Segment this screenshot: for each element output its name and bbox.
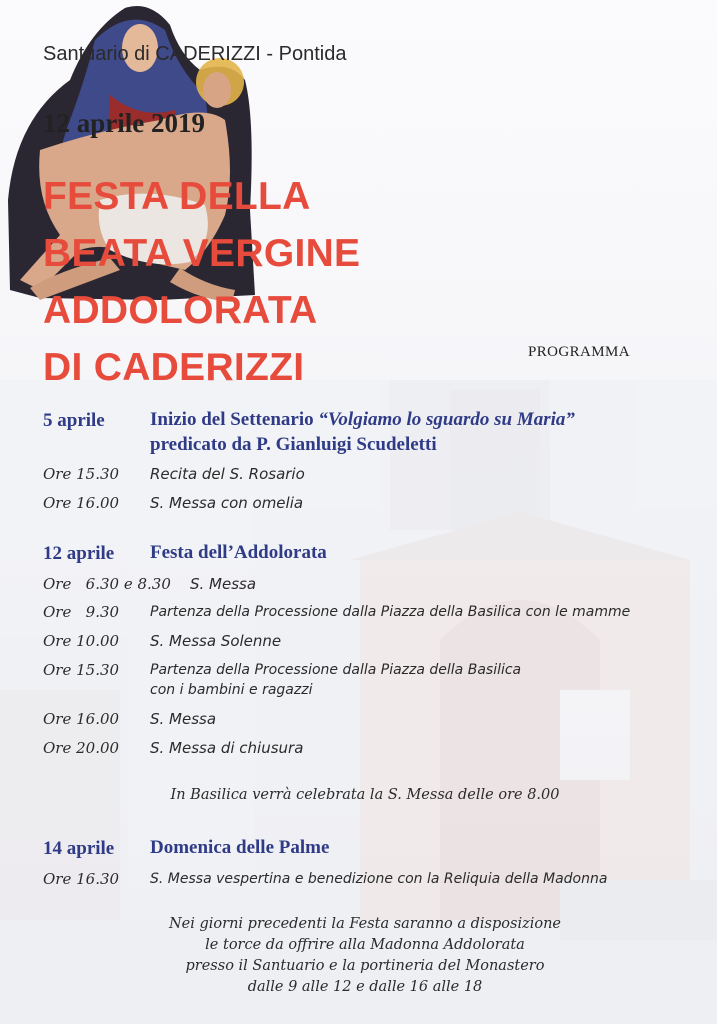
schedule-desc: S. Messa Solenne [150, 632, 282, 650]
schedule-desc: S. Messa vespertina e benedizione con la Reliquia della Madonna [150, 871, 608, 887]
schedule-day-event [150, 408, 575, 432]
basilica-note: In Basilica verrà celebrata la S. Messa delle ore 8.00 [170, 787, 560, 803]
schedule-day-event: Domenica delle Palme [150, 837, 330, 858]
schedule-time: Ore 20.00 [43, 739, 120, 757]
schedule-time: Ore 10.00 [43, 632, 120, 650]
schedule-time: Ore 16.00 [43, 494, 120, 512]
title-line: DI CADERIZZI [43, 346, 305, 389]
programma-label: PROGRAMMA [528, 344, 630, 360]
schedule-desc: S. Messa con omelia [150, 494, 304, 512]
schedule-day-date: 12 aprile [43, 543, 115, 564]
footnote [150, 914, 580, 998]
schedule-time: Ore 16.30 [43, 870, 120, 888]
schedule-desc: Recita del S. Rosario [150, 465, 305, 483]
event-quote: “Volgiamo lo sguardo su Maria” [318, 409, 575, 430]
schedule-desc: Partenza della Processione dalla Piazza della Basilica [150, 662, 522, 678]
schedule-time: Ore 15.30 [43, 465, 120, 483]
schedule-time: Ore 15.30 [43, 661, 120, 679]
schedule-desc: S. Messa [190, 575, 257, 593]
schedule-day-date: 5 aprile [43, 410, 105, 431]
footnote-line: Nei giorni precedenti la Festa saranno a disposizione [168, 916, 562, 932]
title-line: FESTA DELLA [43, 175, 311, 218]
schedule-desc: S. Messa di chiusura [150, 739, 304, 757]
schedule-time: Ore 9.30 [43, 603, 120, 621]
venue-heading: Santuario di CADERIZZI - Pontida [43, 43, 347, 65]
schedule-desc-continued: con i bambini e ragazzi [150, 682, 313, 698]
event-date: 12 aprile 2019 [43, 108, 205, 138]
schedule-time: Ore 16.00 [43, 710, 120, 728]
schedule-time: Ore 6.30 e 8.30 [43, 575, 171, 593]
schedule-day-event: Festa dell’Addolorata [150, 542, 327, 563]
schedule-desc: S. Messa [150, 710, 217, 728]
poster-title [43, 168, 360, 396]
schedule-desc: Partenza della Processione dalla Piazza della Basilica con le mamme [150, 604, 631, 620]
event-preacher: predicato da P. Gianluigi Scudeletti [150, 434, 437, 455]
event-title: Inizio del Settenario [150, 409, 314, 430]
schedule-day-date: 14 aprile [43, 838, 115, 859]
footnote-line: dalle 9 alle 12 e dalle 16 alle 18 [247, 979, 483, 995]
title-line: ADDOLORATA [43, 289, 318, 332]
footnote-line: le torce da offrire alla Madonna Addolorata [205, 937, 525, 953]
footnote-line: presso il Santuario e la portineria del Monastero [185, 958, 545, 974]
title-line: BEATA VERGINE [43, 232, 361, 275]
